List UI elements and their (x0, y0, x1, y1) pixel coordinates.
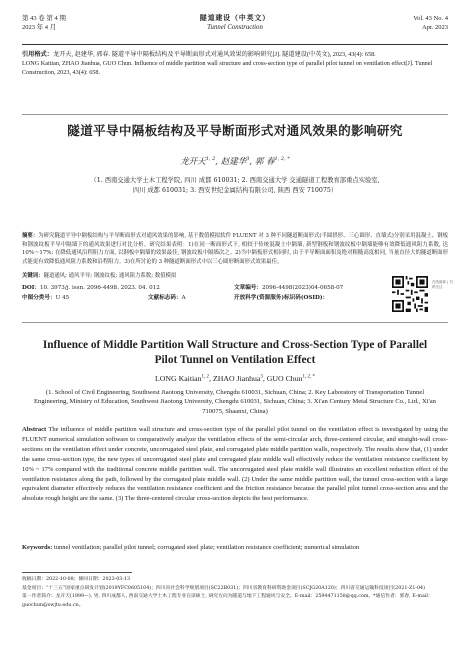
affiliation-cn (40, 176, 430, 196)
meta-row-doi (22, 284, 392, 292)
osid-label: 开放科学(资源服务)标识码(OSID)： (234, 295, 329, 301)
section-divider (22, 322, 448, 323)
affiliation-en: (1. School of Civil Engineering, Southwest Jiaotong University, Chengdu 610031, Sichuan, China; 2. Key Laboratory of Transportation Tunnel Engineering, Ministry of Education, Southwest Jiaotong University, Chengdu 610031, Sichuan, China; 3. Xi'an Century Metal Structure Co., Ltd., Xi'an 710075, Shaanxi, China) (34, 389, 436, 415)
header-issue-en (413, 14, 448, 32)
keywords-cn-label: 关键词： (22, 273, 44, 279)
affiliation-cn-line: 四川 成都 610031; 3. 西安世纪金属结构有限公司, 陕西 西安 710075） (132, 187, 338, 194)
author-name-cn: 赵建华 (220, 157, 247, 167)
journal-name-en: Tunnel Construction (207, 24, 263, 31)
page-header (22, 14, 448, 42)
keywords-cn-text: 隧道通风; 通风平导; 钢波纹板; 通风阻力系数; 数值模拟 (43, 273, 177, 279)
citation-cn-text: 龙开天, 赵建华, 郭春. 隧道平导中隔板结构及平导断面形式对通风效果的影响研究[J]. 隧道建设(中英文), 2023, 43(4): 658. (52, 51, 376, 58)
author-sup: 1, 2 (201, 374, 210, 380)
footnote-received: 收稿日期：2022-10-08；修回日期：2023-03-13 (22, 577, 131, 582)
citation-block (22, 50, 448, 78)
clc-label: 中图分类号： (22, 295, 56, 301)
article-title-cn: 隧道平导中隔板结构及平导断面形式对通风效果的影响研究 (67, 123, 403, 138)
date-cn: 2023 年 4 月 (22, 24, 57, 31)
keywords-en (22, 543, 448, 553)
doi-value[interactable]: 10. 3973/j. issn. 2096-4498. 2023. 04. 012 (39, 285, 160, 291)
citation-cn-label: 引用格式： (22, 51, 53, 58)
date-en: Apr. 2023 (422, 24, 448, 31)
header-divider (22, 44, 448, 45)
footnote-author: 第一作者简介：龙开天(1999—), 男, 四川成都人, 西南交通大学土木工程专业在读硕士, 研究方向为隧道与地下工程通风与安全。E-mail：2594471158@qq.com。*通信作者：郭春, E-mail：guochun@swjtu.edu.cn。 (22, 594, 433, 608)
issue-cn: 第 43 卷 第 4 期 (22, 15, 66, 22)
header-issue-cn (22, 14, 66, 32)
abstract-en-text: The influence of middle partition wall structure and cross-section type of the parallel pilot tunnel on the ventilation effect is investigated by using the FLUENT numerical simulation software to comparatively analyze the ventilation effects of the semi-circular arch, three-centered circular, and straight-wall cross-sections on the ventilation effect under concrete, uncorrugated steel plate, and corrugated plate middle partition walls, respectively. The results show that, (1) under the same cross-section type, the new types of uncorrugated steel plate and corrugated plate middle wall effectively reduce the ventilation resistance coefficient by 10% ~ 17% compared with the traditional concrete middle partition wall. The uncorrugated steel plate middle wall illustrates an excellent reduction effect of the ventilation resistance along the path, followed by the corrugated plate middle wall. (2) Under the same middle partition wall, the tunnel cross-section with a large equivalent diameter effectively reduces the ventilation resistance coefficient and the friction resistance because the parallel pilot tunnel cross-section area and the absolute rough height are the same. (3) The three-centered circular cross-section depicts the best performance. (22, 426, 448, 503)
meta-row-clc (22, 294, 392, 302)
author-sup: 1, 2, * (274, 156, 290, 163)
author-sup: 3 (246, 156, 250, 163)
keywords-cn (22, 272, 382, 281)
journal-name-cn: 隧道建设（中英文） (199, 15, 271, 22)
volume-en: Vol. 43 No. 4 (413, 15, 448, 22)
doi-label: DOI： (22, 285, 40, 291)
clc-value: U 45 (55, 295, 70, 301)
citation-en: LONG Kaitian, ZHAO Jianhua, GUO Chun. Influence of middle partition wall structure and cross-section type of parallel pilot tunnel on ventilation effect[J]. Tunnel Construction, 2023, 43(4): 658. (22, 60, 433, 77)
keywords-en-text: tunnel ventilation; parallel pilot tunnel; corrugated steel plate; ventilation resistance coefficient; numerical simulation (53, 544, 360, 551)
article-title-en: Influence of Middle Partition Wall Structure and Cross-Section Type of Parallel Pilot Tunnel on Ventilation Effect (42, 339, 428, 366)
header-journal (200, 14, 270, 32)
footnotes (22, 576, 448, 610)
footnote-fund: 基金项目：“十三五”国家重点研发计划(2019YFC0605104)；四川省社会科学规划项目(SC22B031)；四川省教育科研资助金项目(SCJG20A120)；四川省交通运输科技项目(2021-Z1-04) (22, 585, 425, 591)
qr-caption: 在线阅读 | 扫码关注 (432, 280, 453, 289)
authors-cn: 龙开天$^{1, 2}$, 赵建华$^3$, 郭 春$^{1, 2, *}$ (180, 156, 290, 167)
authors-en: LONG Kaitian$^{1, 2}$, ZHAO Jianhua$^3$, GUO Chun$^{1, 2, *}$ (154, 374, 316, 383)
author-name-cn: 龙开天 (180, 157, 206, 167)
author-name-en: LONG Kaitian (154, 374, 202, 383)
abstract-cn-text: 为研究隧道平导中隔板结构与平导断面形式对通风效果的影响, 基于数值模拟软件 FLUENT 对 3 种不同隧道断面形式(半圆拱形、三心圆形、直墙式)分别采用混凝土、钢板和钢波纹板平导中隔墙下的通风效果进行对比分析。研究结果表明：1)在同一断面形式下, 相较于传统混凝土中隔墙, 新型钢板和钢波纹板中隔墙能够有效降低通风阻力系数, 达 10%～17%; 在降低通风沿程阻力方面, 以钢板中隔墙的效果最佳, 钢波纹板中隔墙次之。2)当中隔板形式相同时, 由于平导断面面积及绝对粗糙高度相同, 当量直径大的隧道断面形式能更有效降低通风阻力系数和沿程阻力。3)在所讨论的 3 种隧道断面形式中以三心圆形断面形式效果最佳。 (22, 233, 448, 265)
abstract-cn (22, 232, 448, 266)
keywords-en-label: Keywords: (22, 544, 53, 551)
author-sup: 3 (260, 374, 263, 380)
footnote-divider (22, 572, 132, 573)
qr-code-icon[interactable] (392, 276, 428, 312)
author-name-en: GUO Chun (266, 374, 303, 383)
article-no-label: 文章编号： (234, 285, 262, 291)
citation-divider (22, 114, 448, 115)
author-name-cn: 郭 春 (254, 157, 275, 167)
doc-code-value: A (181, 295, 186, 301)
abstract-en-label: Abstract (22, 426, 47, 433)
author-name-en: ZHAO Jianhua (212, 374, 261, 383)
author-sup: 1, 2, * (302, 374, 316, 380)
affiliation-cn-line: （1. 西南交通大学土木工程学院, 四川 成都 610031; 2. 西南交通大学 交通隧道工程教育部重点实验室, (90, 177, 380, 184)
abstract-cn-label: 摘要： (22, 233, 39, 239)
citation-cn (22, 50, 448, 59)
doc-code-label: 文献标志码： (148, 295, 182, 301)
abstract-en (22, 425, 448, 504)
author-sup: 1, 2 (205, 156, 216, 163)
article-no-value: 2096-4498(2023)04-0658-07 (261, 285, 344, 291)
